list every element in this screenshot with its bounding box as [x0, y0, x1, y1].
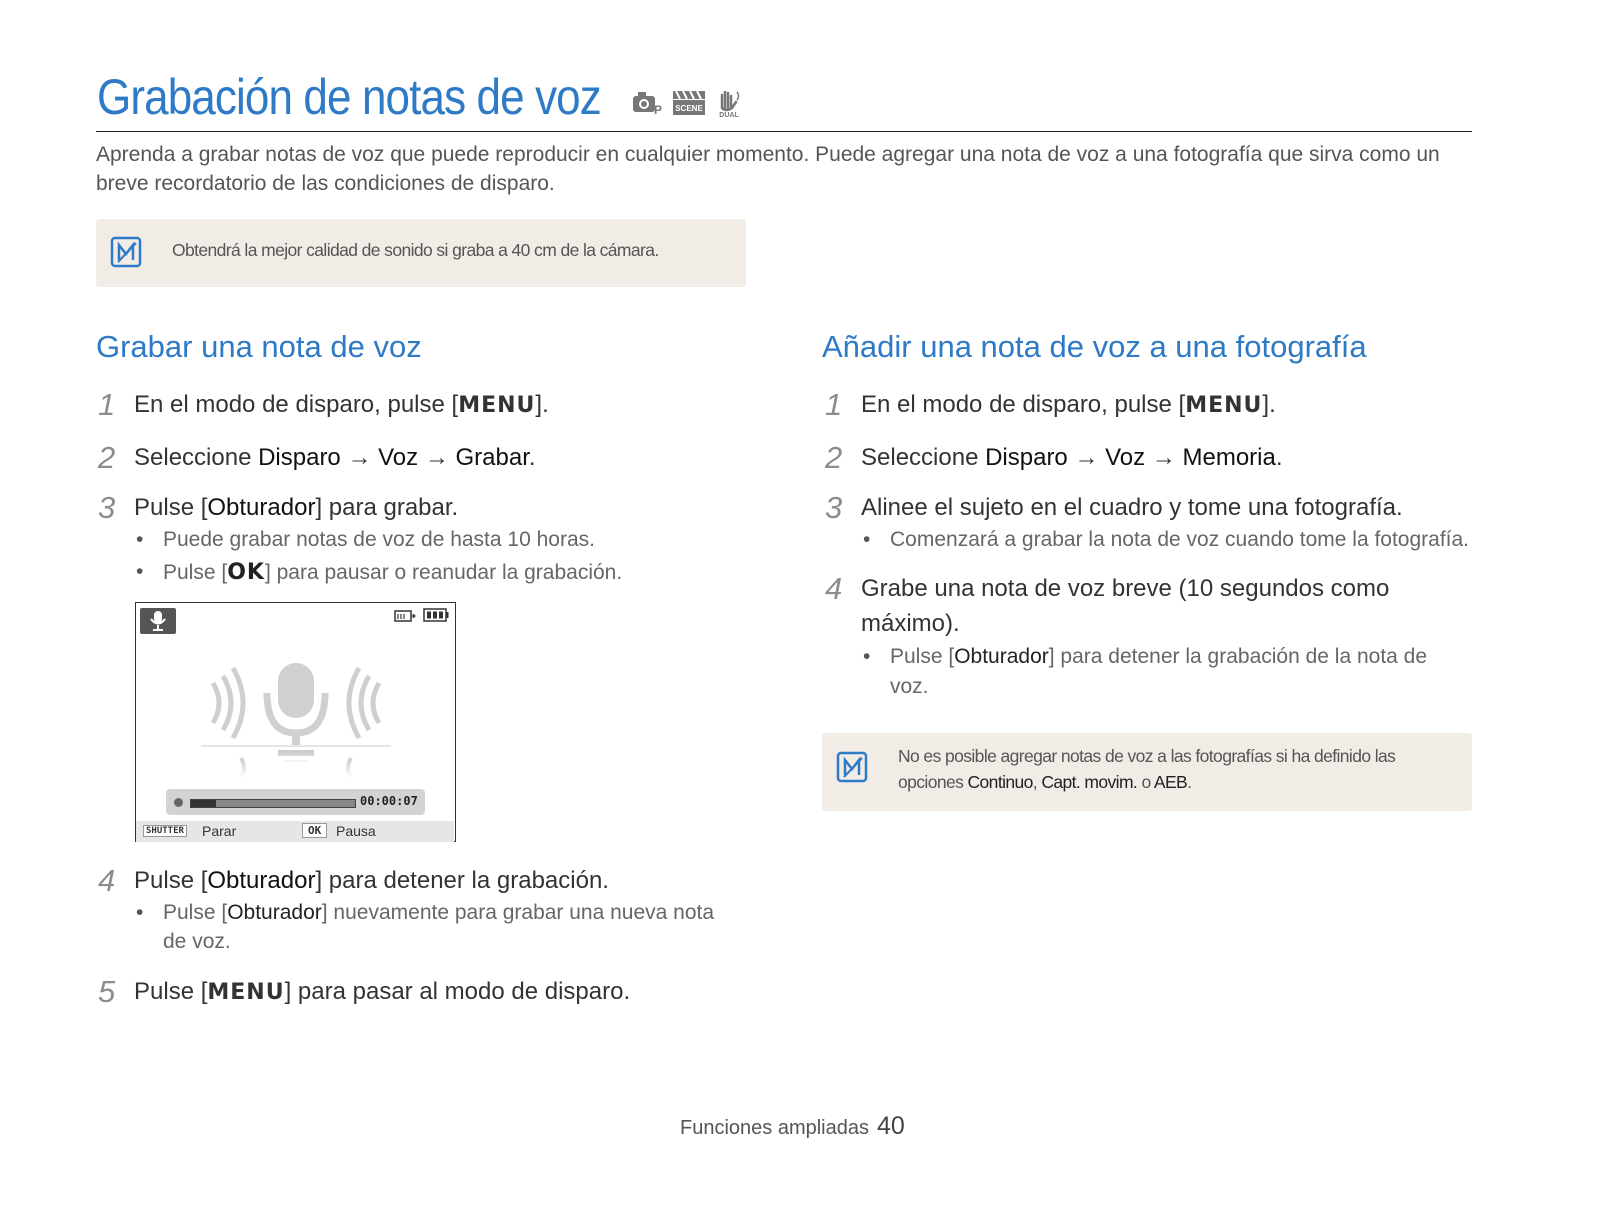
svg-text:SCENE: SCENE — [675, 104, 703, 113]
ok-key-badge: OK — [302, 823, 327, 838]
svg-text:P: P — [654, 103, 663, 116]
right-step-3-bullet-1: • Comenzará a grabar la nota de voz cuando tome la fotografía. — [890, 528, 1469, 552]
record-dot-icon — [174, 798, 183, 807]
title-divider — [96, 131, 1472, 132]
right-step-2: 2 Seleccione Disparo → Voz → Memoria. — [825, 440, 1283, 475]
menu-key: MENU — [1185, 393, 1263, 418]
recording-progress-bar — [166, 789, 425, 815]
right-step-4-cont: máximo). — [861, 610, 960, 637]
memory-card-icon — [394, 609, 416, 628]
left-step-5: 5 Pulse [MENU] para pasar al modo de disparo. — [98, 974, 631, 1009]
left-step-4-bullet-1: • Pulse [Obturador] nuevamente para grabar una nueva nota — [163, 901, 714, 925]
left-step-3-bullet-1: • Puede grabar notas de voz de hasta 10 horas. — [163, 528, 595, 552]
right-step-1: 1 En el modo de disparo, pulse [MENU]. — [825, 387, 1276, 422]
progress-fill — [191, 800, 216, 807]
progress-track — [190, 799, 356, 808]
right-step-4: 4 Grabe una nota de voz breve (10 segundos como — [825, 571, 1390, 606]
note-line-2: opciones Continuo, Capt. movim. o AEB. — [898, 772, 1192, 792]
battery-icon — [423, 608, 449, 627]
left-step-1: 1 En el modo de disparo, pulse [MENU]. — [98, 387, 549, 422]
intro-text: Aprenda a grabar notas de voz que puede reproducir en cualquier momento. Puede agregar una nota de voz a una fotografía que sirva como un breve recordatorio de las condiciones de disparo. — [96, 143, 1440, 195]
voice-mode-icon — [140, 608, 176, 634]
footer-section: Funciones ampliadas — [680, 1117, 869, 1139]
left-section-heading: Grabar una nota de voz — [96, 329, 422, 364]
warning-note-box — [822, 733, 1472, 811]
menu-key: MENU — [207, 980, 285, 1005]
right-section-heading: Añadir una nota de voz a una fotografía — [822, 329, 1367, 364]
page-number: 40 — [877, 1112, 905, 1140]
left-step-3-bullet-2: • Pulse [OK] para pausar o reanudar la grabación. — [163, 560, 622, 585]
page-title: Grabación de notas de voz — [97, 69, 601, 125]
microphone-graphic-icon — [201, 658, 391, 793]
right-step-4-bullet-1: • Pulse [Obturador] para detener la grabación de la nota de — [890, 645, 1427, 669]
right-step-3: 3 Alinee el sujeto en el cuadro y tome una fotografía. — [825, 490, 1403, 525]
camera-softkey-bar — [136, 821, 454, 842]
mode-icons — [632, 88, 744, 123]
dual-is-icon — [714, 88, 744, 123]
note-icon — [836, 751, 868, 783]
shutter-key-badge: SHUTTER — [143, 825, 187, 837]
stop-label: Parar — [202, 823, 237, 839]
page-footer — [680, 1112, 905, 1141]
right-step-4-bullet-1-cont: voz. — [890, 675, 929, 698]
left-step-2: 2 Seleccione Disparo → Voz → Grabar. — [98, 440, 536, 475]
menu-key: MENU — [458, 393, 536, 418]
tip-text: Obtendrá la mejor calidad de sonido si graba a 40 cm de la cámara. — [172, 240, 659, 260]
svg-text:DUAL: DUAL — [719, 112, 739, 118]
camera-screen — [135, 602, 456, 842]
scene-icon — [672, 90, 706, 121]
ok-key: OK — [227, 560, 265, 585]
pause-label: Pausa — [336, 823, 376, 839]
tip-box — [96, 219, 746, 287]
camera-program-icon — [632, 90, 664, 121]
note-icon — [110, 236, 142, 268]
left-step-4-bullet-1-cont: de voz. — [163, 930, 231, 953]
left-step-4: 4 Pulse [Obturador] para detener la grabación. — [98, 863, 609, 898]
note-line-1: No es posible agregar notas de voz a las fotografías si ha definido las — [898, 746, 1396, 766]
recording-timer: 00:00:07 — [360, 794, 418, 808]
left-step-3: 3 Pulse [Obturador] para grabar. — [98, 490, 459, 525]
